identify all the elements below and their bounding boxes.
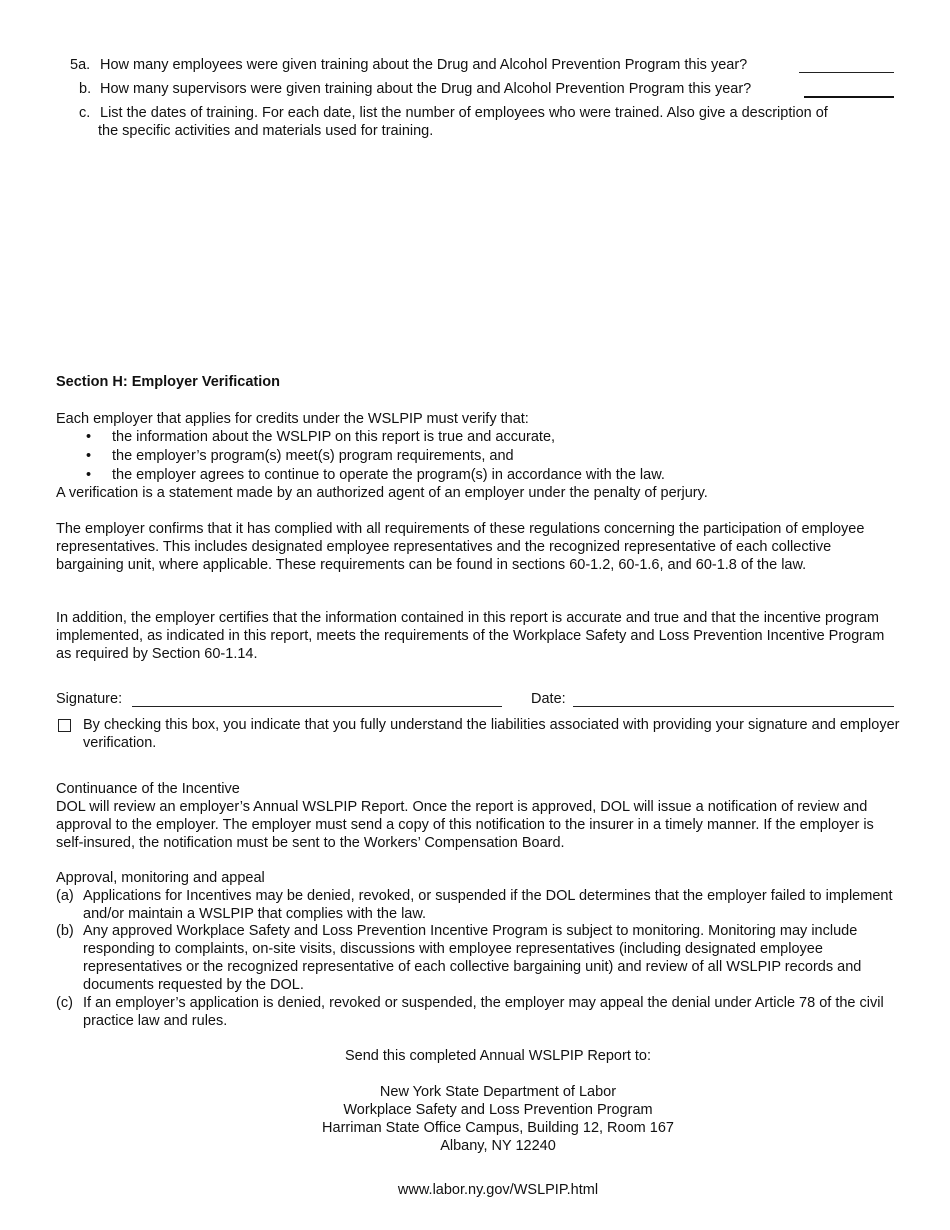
website-link[interactable]: www.labor.ny.gov/WSLPIP.html xyxy=(397,1182,599,1198)
certify-paragraph: In addition, the employer certifies that the information contained in this report is accurate and true and that the incentive program implemented, as indicated in this report, meets the requirements of the Workplace Safety and Loss Prevention Incentive Program as required by Section 60-1.14. xyxy=(56,610,885,662)
question-5b-text: How many supervisors were given training about the Drug and Alcohol Prevention Program this year? xyxy=(100,81,752,97)
liability-checkbox-text: By checking this box, you indicate that you fully understand the liabilities associated with providing your signature and employer verification. xyxy=(83,717,900,751)
question-5b-number: b. xyxy=(79,81,92,97)
address-line-2: Workplace Safety and Loss Prevention Program xyxy=(343,1102,653,1118)
signature-label: Signature: xyxy=(56,691,123,707)
address-line-4: Albany, NY 12240 xyxy=(440,1138,556,1154)
continuance-heading: Continuance of the Incentive xyxy=(56,781,240,797)
question-5c-number: c. xyxy=(79,105,91,121)
approval-heading: Approval, monitoring and appeal xyxy=(56,870,265,886)
training-dates-textarea[interactable] xyxy=(98,146,898,350)
question-5a-number: 5a. xyxy=(70,57,91,73)
verification-note: A verification is a statement made by an authorized agent of an employer under the penalty of perjury. xyxy=(56,485,708,501)
question-5c-text-line1: List the dates of training. For each date, list the number of employees who were trained. Also give a description of xyxy=(100,105,828,121)
approval-item-a-label: (a) xyxy=(56,888,74,904)
approval-item-b-text: Any approved Workplace Safety and Loss Prevention Incentive Program is subject to monitoring. Monitoring may include responding to complaints, on-site visits, discussions with employee representatives (including designated employee representatives or the recognized representative of each collective bargaining unit) and review of all WSLPIP records and documents requested by the DOL. xyxy=(83,923,862,993)
verification-bullet-3: the employer agrees to continue to operate the program(s) in accordance with the law. xyxy=(112,467,665,483)
bullet-icon: • xyxy=(86,429,92,445)
verification-intro: Each employer that applies for credits under the WSLPIP must verify that: xyxy=(56,411,529,427)
bullet-icon: • xyxy=(86,448,92,464)
approval-item-c-label: (c) xyxy=(56,995,73,1011)
address-line-3: Harriman State Office Campus, Building 12, Room 167 xyxy=(322,1120,674,1136)
confirm-paragraph: The employer confirms that it has complied with all requirements of these regulations concerning the participation of employee representatives. This includes designated employee representatives and the recognized representative of each collective bargaining unit, where applicable. These requirements can be found in sections 60-1.2, 60-1.6, and 60-1.8 of the law. xyxy=(56,521,865,573)
date-input[interactable] xyxy=(573,690,894,707)
verification-bullet-1: the information about the WSLPIP on this report is true and accurate, xyxy=(112,429,556,445)
date-label: Date: xyxy=(531,691,566,707)
section-h-heading: Section H: Employer Verification xyxy=(56,374,280,390)
supervisors-trained-input[interactable] xyxy=(804,80,894,98)
address-line-1: New York State Department of Labor xyxy=(379,1084,617,1100)
approval-item-a-text: Applications for Incentives may be denied, revoked, or suspended if the DOL determines that the employer failed to implement and/or maintain a WSLPIP that complies with the law. xyxy=(83,888,893,922)
question-5c-text-line2: the specific activities and materials used for training. xyxy=(98,123,434,139)
bullet-icon: • xyxy=(86,467,92,483)
continuance-body: DOL will review an employer’s Annual WSLPIP Report. Once the report is approved, DOL will issue a notification of review and approval to the employer. The employer must send a copy of this notification to the insurer in a timely manner. If the employer is self-insured, the notification must be sent to the Workers’ Compensation Board. xyxy=(56,799,874,851)
question-5a-text: How many employees were given training about the Drug and Alcohol Prevention Program this year? xyxy=(100,57,748,73)
approval-item-b-label: (b) xyxy=(56,923,74,939)
liability-checkbox[interactable] xyxy=(58,719,71,732)
approval-item-c-text: If an employer’s application is denied, revoked or suspended, the employer may appeal the denial under Article 78 of the civil practice law and rules. xyxy=(83,995,884,1029)
employees-trained-input[interactable] xyxy=(799,56,894,73)
send-to-label: Send this completed Annual WSLPIP Report to: xyxy=(344,1048,652,1064)
verification-bullet-2: the employer’s program(s) meet(s) program requirements, and xyxy=(112,448,514,464)
signature-input[interactable] xyxy=(132,690,502,707)
